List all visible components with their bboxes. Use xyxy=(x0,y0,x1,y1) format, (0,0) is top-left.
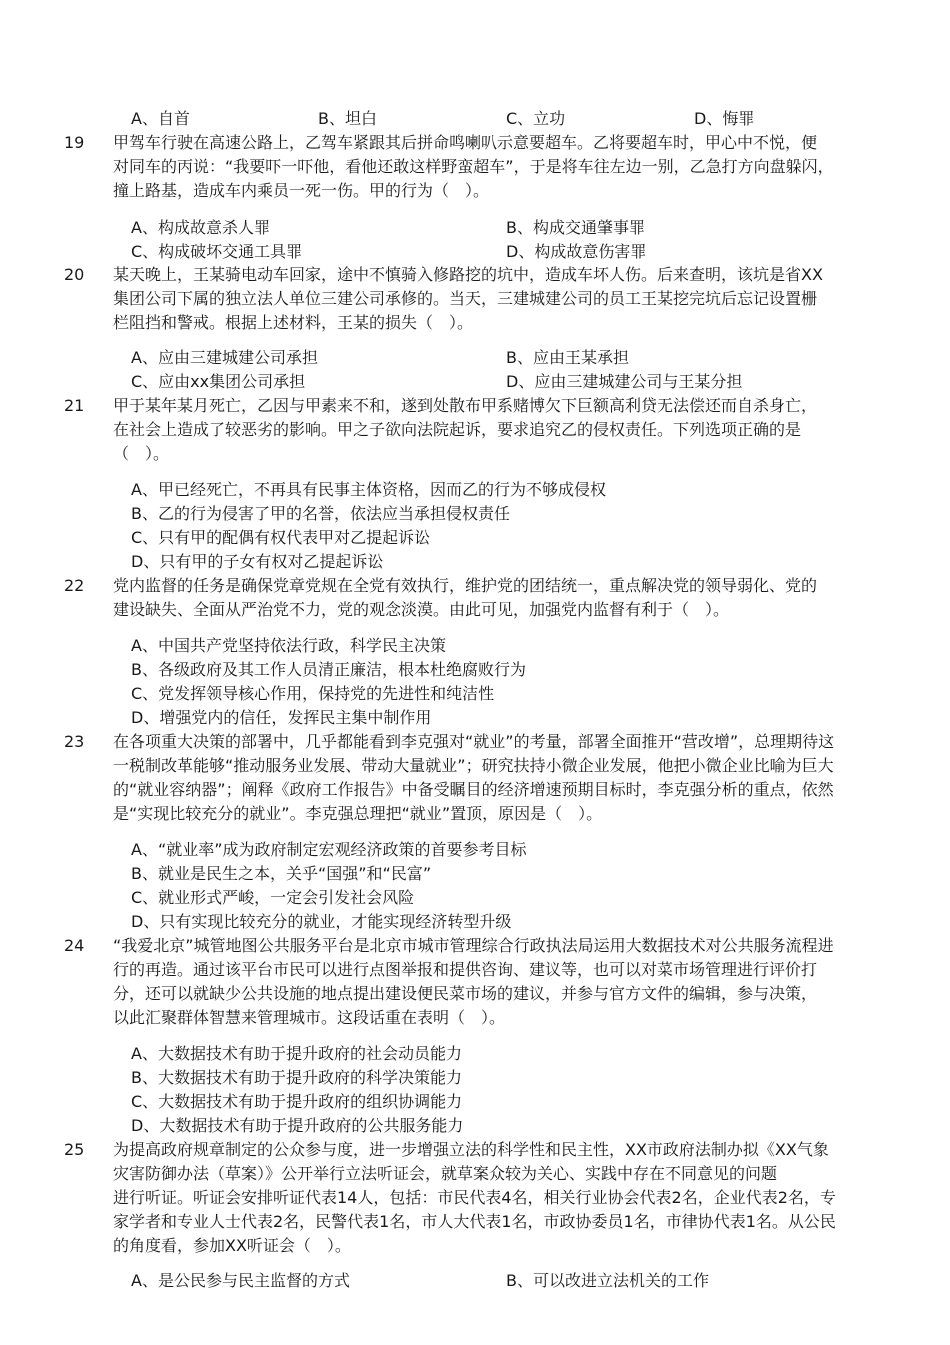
stem-line: 某天晚上，王某骑电动车回家，途中不慎骑入修路挖的坑中，造成车坏人伤。后来查明，该坑是省XX xyxy=(113,265,823,284)
option-b: B、各级政府及其工作人员清正廉洁，根本杜绝腐败行为 xyxy=(131,660,526,679)
question-number: 21 xyxy=(64,396,85,415)
stem-line: 建设缺失、全面从严治党不力，党的观念淡漠。由此可见，加强党内监督有利于（ ）。 xyxy=(113,600,730,619)
option-a: A、自首 xyxy=(131,109,190,128)
option-c: C、党发挥领导核心作用，保持党的先进性和纯洁性 xyxy=(131,684,495,703)
option-a: A、“就业率”成为政府制定宏观经济政策的首要参考目标 xyxy=(131,840,527,859)
stem-line: 行的再造。通过该平台市民可以进行点图举报和提供咨询、建议等，也可以对菜市场管理进行评价打 xyxy=(113,960,818,979)
options-row xyxy=(0,216,950,240)
option-d: D、只有甲的子女有权对乙提起诉讼 xyxy=(131,552,384,571)
option-d: D、构成故意伤害罪 xyxy=(506,242,647,261)
stem-line: 党内监督的任务是确保党章党规在全党有效执行，维护党的团结统一，重点解决党的领导弱化、党的 xyxy=(113,576,818,595)
stem-line: 对同车的丙说：“我要吓一吓他，看他还敢这样野蛮超车”，于是将车往左边一别，乙急打方向盘躲闪， xyxy=(113,157,834,176)
stem-line: 的“就业容纳器”；阐释《政府工作报告》中备受瞩目的经济增速预期目标时，李克强分析的重点，依然 xyxy=(113,780,834,799)
stem-line: 是“实现比较充分的就业”。李克强总理把“就业”置顶，原因是（ ）。 xyxy=(113,804,603,823)
q18-options xyxy=(0,107,950,131)
options-row xyxy=(0,1269,950,1293)
option-b: B、乙的行为侵害了甲的名誉，依法应当承担侵权责任 xyxy=(131,504,510,523)
question-stem xyxy=(113,263,873,335)
stem-line: 甲于某年某月死亡，乙因与甲素来不和，遂到处散布甲系赌博欠下巨额高利贷无法偿还而自杀身亡， xyxy=(113,396,818,415)
question-number: 20 xyxy=(64,265,85,284)
option-c: C、大数据技术有助于提升政府的组织协调能力 xyxy=(131,1092,463,1111)
option-b: B、大数据技术有助于提升政府的科学决策能力 xyxy=(131,1068,462,1087)
stem-line: 栏阻挡和警戒。根据上述材料，王某的损失（ ）。 xyxy=(113,313,474,332)
option-c: C、就业形式严峻，一定会引发社会风险 xyxy=(131,888,415,907)
option-c: C、应由xx集团公司承担 xyxy=(131,372,306,391)
option-c: C、构成破坏交通工具罪 xyxy=(131,242,303,261)
option-d: D、大数据技术有助于提升政府的公共服务能力 xyxy=(131,1116,464,1135)
options-row xyxy=(0,240,950,264)
option-d: D、悔罪 xyxy=(694,109,755,128)
option-a: A、是公民参与民主监督的方式 xyxy=(131,1271,350,1290)
option-a: A、甲已经死亡，不再具有民事主体资格，因而乙的行为不够成侵权 xyxy=(131,480,606,499)
option-c: C、立功 xyxy=(506,109,566,128)
question-number: 23 xyxy=(64,732,85,751)
option-a: A、应由三建城建公司承担 xyxy=(131,348,318,367)
option-b: B、就业是民生之本，关乎“国强”和“民富” xyxy=(131,864,432,883)
question-stem xyxy=(113,574,873,622)
option-b: B、应由王某承担 xyxy=(506,348,629,367)
stem-line: 灾害防御办法（草案）》公开举行立法听证会，就草案众较为关心、实践中存在不同意见的问题 xyxy=(113,1164,778,1183)
option-a: A、大数据技术有助于提升政府的社会动员能力 xyxy=(131,1044,462,1063)
options-row xyxy=(0,370,950,394)
question-number: 19 xyxy=(64,133,85,152)
option-c: C、只有甲的配偶有权代表甲对乙提起诉讼 xyxy=(131,528,431,547)
stem-line: 家学者和专业人士代表2名，民警代表1名，市人大代表1名，市政协委员1名，市律协代表1名。从公民 xyxy=(113,1212,836,1231)
question-stem xyxy=(113,730,873,826)
option-d: D、增强党内的信任，发挥民主集中制作用 xyxy=(131,708,432,727)
stem-line: 在各项重大决策的部署中，几乎都能看到李克强对“就业”的考量，部署全面推开“营改增”，总理期待这 xyxy=(113,732,835,751)
option-a: A、构成故意杀人罪 xyxy=(131,218,270,237)
stem-line: 一税制改革能够“推动服务业发展、带动大量就业”；研究扶持小微企业发展，他把小微企业比喻为巨大 xyxy=(113,756,834,775)
option-d: D、只有实现比较充分的就业，才能实现经济转型升级 xyxy=(131,912,512,931)
stem-line: “我爱北京”城管地图公共服务平台是北京市城市管理综合行政执法局运用大数据技术对公共服务流程进 xyxy=(113,936,834,955)
stem-line: 分，还可以就缺少公共设施的地点提出建设便民菜市场的建议，并参与官方文件的编辑，参与决策， xyxy=(113,984,818,1003)
option-b: B、坦白 xyxy=(318,109,377,128)
option-b: B、可以改进立法机关的工作 xyxy=(506,1271,709,1290)
question-number: 22 xyxy=(64,576,85,595)
stem-line: 撞上路基，造成车内乘员一死一伤。甲的行为（ ）。 xyxy=(113,181,490,200)
stem-line: 集团公司下属的独立法人单位三建公司承修的。当天，三建城建公司的员工王某挖完坑后忘记设置栅 xyxy=(113,289,818,308)
stem-line: 甲驾车行驶在高速公路上，乙驾车紧跟其后拼命鸣喇叭示意要超车。乙将要超车时，甲心中不悦，便 xyxy=(113,133,818,152)
question-stem xyxy=(113,934,873,1030)
question-stem xyxy=(113,131,873,203)
stem-line: （ ）。 xyxy=(113,444,170,463)
stem-line: 在社会上造成了较恶劣的影响。甲之子欲向法院起诉，要求追究乙的侵权责任。下列选项正确的是 xyxy=(113,420,802,439)
options-row xyxy=(0,346,950,370)
stem-line: 进行听证。听证会安排听证代表14人，包括：市民代表4名，相关行业协会代表2名，企业代表2名，专 xyxy=(113,1188,836,1207)
stem-line: 为提高政府规章制定的公众参与度，进一步增强立法的科学性和民主性，XX市政府法制办拟《XX气象 xyxy=(113,1140,829,1159)
question-stem xyxy=(113,394,873,466)
option-b: B、构成交通肇事罪 xyxy=(506,218,645,237)
question-stem xyxy=(113,1138,873,1258)
option-a: A、中国共产党坚持依法行政，科学民主决策 xyxy=(131,636,446,655)
stem-line: 以此汇聚群体智慧来管理城市。这段话重在表明（ ）。 xyxy=(113,1008,506,1027)
option-d: D、应由三建城建公司与王某分担 xyxy=(506,372,743,391)
question-number: 25 xyxy=(64,1140,85,1159)
question-number: 24 xyxy=(64,936,85,955)
stem-line: 的角度看，参加XX听证会（ ）。 xyxy=(113,1236,351,1255)
